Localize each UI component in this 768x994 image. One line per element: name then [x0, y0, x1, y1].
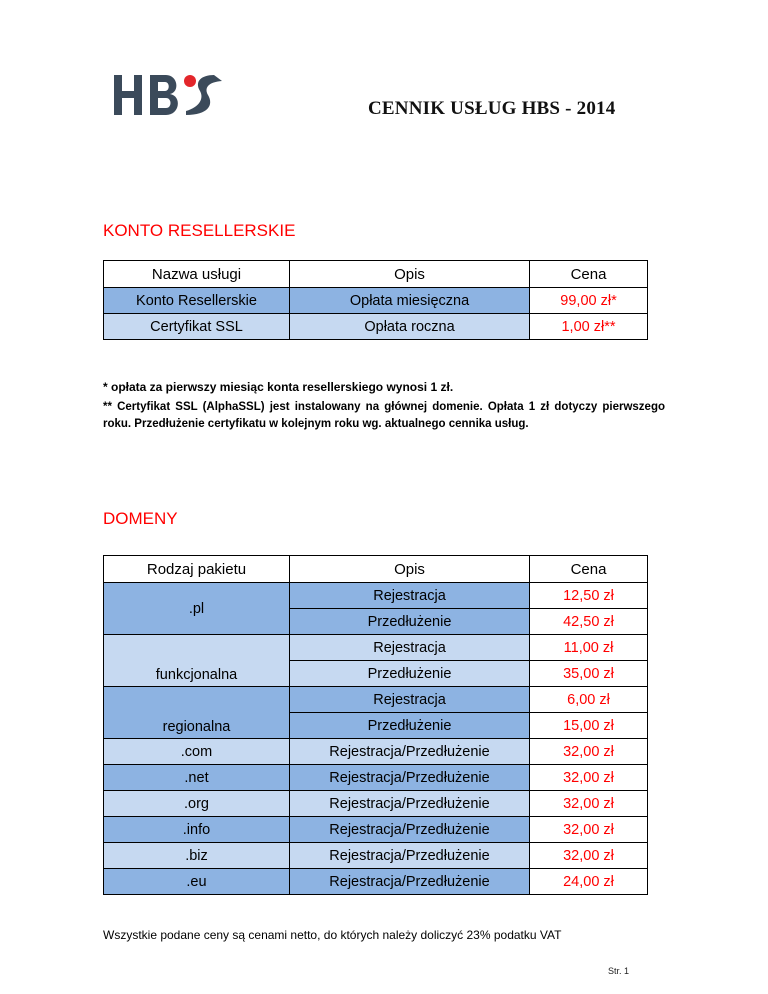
package-desc: Rejestracja — [290, 687, 530, 713]
table-row — [104, 869, 648, 895]
package-desc: Rejestracja/Przedłużenie — [290, 765, 530, 791]
table-row — [104, 765, 648, 791]
package-price: 12,50 zł — [530, 583, 648, 609]
package-desc: Rejestracja/Przedłużenie — [290, 791, 530, 817]
reseller-heading: KONTO RESELLERSKIE — [103, 221, 296, 240]
table-header-row — [104, 556, 648, 583]
page-number: Str. 1 — [608, 966, 630, 976]
table-row — [104, 583, 648, 609]
package-price: 11,00 zł — [530, 635, 648, 661]
package-desc: Rejestracja/Przedłużenie — [290, 739, 530, 765]
service-name: Konto Resellerskie — [104, 288, 290, 314]
package-name: .biz — [104, 843, 290, 869]
package-price: 42,50 zł — [530, 609, 648, 635]
service-price: 99,00 zł* — [530, 288, 648, 314]
service-name: Certyfikat SSL — [104, 314, 290, 340]
table-row — [104, 288, 648, 314]
table-row — [104, 687, 648, 713]
package-price: 35,00 zł — [530, 661, 648, 687]
column-header: Opis — [290, 261, 530, 288]
footnotes — [103, 379, 665, 433]
column-header: Opis — [290, 556, 530, 583]
service-price: 1,00 zł** — [530, 314, 648, 340]
package-name: .net — [104, 765, 290, 791]
package-desc: Rejestracja — [290, 635, 530, 661]
package-desc: Przedłużenie — [290, 661, 530, 687]
domains-price-table — [103, 555, 648, 895]
hbs-logo — [114, 73, 229, 117]
column-header: Nazwa usługi — [104, 261, 290, 288]
document-title: CENNIK USŁUG HBS - 2014 — [368, 98, 616, 119]
column-header: Cena — [530, 556, 648, 583]
footnote-1: * opłata za pierwszy miesiąc konta resellerskiego wynosi 1 zł. — [103, 380, 454, 394]
package-desc: Przedłużenie — [290, 609, 530, 635]
package-name: .info — [104, 817, 290, 843]
reseller-price-table — [103, 260, 648, 340]
vat-note: Wszystkie podane ceny są cenami netto, do których należy doliczyć 23% podatku VAT — [103, 928, 562, 942]
table-header-row — [104, 261, 648, 288]
package-price: 15,00 zł — [530, 713, 648, 739]
package-name: regionalna — [104, 687, 290, 739]
table-row — [104, 635, 648, 661]
package-price: 32,00 zł — [530, 739, 648, 765]
footnote-2: ** Certyfikat SSL (AlphaSSL) jest instalowany na głównej domenie. Opłata 1 zł dotyczy pierwszego roku. Przedłużenie certyfikatu w kolejnym roku wg. aktualnego cennika usług. — [103, 401, 665, 430]
service-desc: Opłata roczna — [290, 314, 530, 340]
column-header: Cena — [530, 261, 648, 288]
table-row — [104, 843, 648, 869]
package-desc: Przedłużenie — [290, 713, 530, 739]
package-name: .eu — [104, 869, 290, 895]
package-price: 32,00 zł — [530, 791, 648, 817]
package-desc: Rejestracja/Przedłużenie — [290, 869, 530, 895]
table-row — [104, 739, 648, 765]
package-name: .pl — [104, 583, 290, 635]
table-row — [104, 791, 648, 817]
package-price: 6,00 zł — [530, 687, 648, 713]
service-desc: Opłata miesięczna — [290, 288, 530, 314]
table-row — [104, 817, 648, 843]
table-row — [104, 314, 648, 340]
package-price: 32,00 zł — [530, 843, 648, 869]
package-desc: Rejestracja/Przedłużenie — [290, 817, 530, 843]
domains-heading: DOMENY — [103, 509, 178, 528]
package-name: .com — [104, 739, 290, 765]
package-desc: Rejestracja — [290, 583, 530, 609]
package-price: 32,00 zł — [530, 765, 648, 791]
package-desc: Rejestracja/Przedłużenie — [290, 843, 530, 869]
package-price: 32,00 zł — [530, 817, 648, 843]
package-name: .org — [104, 791, 290, 817]
package-price: 24,00 zł — [530, 869, 648, 895]
package-name: funkcjonalna — [104, 635, 290, 687]
column-header: Rodzaj pakietu — [104, 556, 290, 583]
